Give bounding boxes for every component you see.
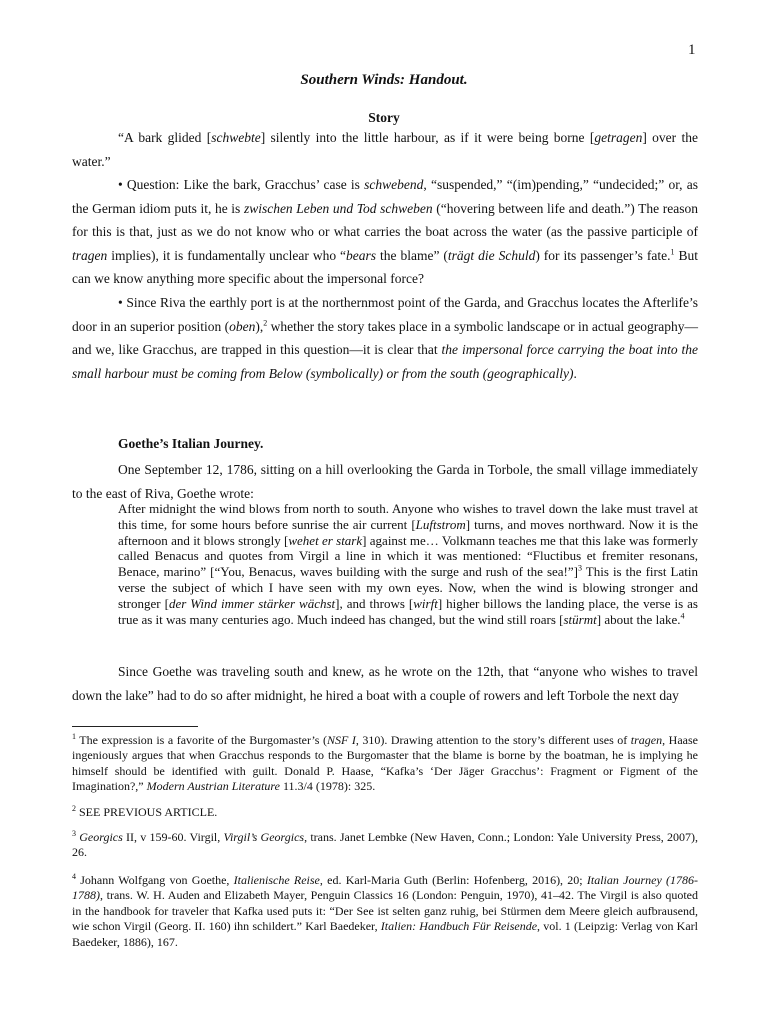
goethe-paragraph-2: Since Goethe was traveling south and knew, as he wrote on the 12th, that “anyone who wishes to travel down the lake” had to do so after midnight, he hired a boat with a couple of rowers and left Torbole the next day xyxy=(72,664,698,703)
block-quote: After midnight the wind blows from north to south. Anyone who wishes to travel down the lake must travel at this time, for some hours before sunrise the air current [Luftstrom] turns, and moves northward. Now it is the afternoon and it blows strongly [wehet er stark] against me… Volkmann teaches me that this lake was formerly called Benacus and quotes from Virgil a line in which it was mentioned: “Fluctibus et fremiter resonans, Benace, marino” [“You, Benacus, waves building with the surge and rush of the sea!”]$^3$ This is the first Latin verse the subject of which I have seen with my own eyes. Now, when the wind is blowing stronger and stronger [der Wind immer stärker wächst], and throws [wirft] higher billows the landing place, the verse is as true as it was many centuries ago. Much indeed has changed, but the wind still roars [stürmt] about the lake.$^4$ xyxy=(118,501,699,627)
story-paragraph: “A bark glided [schwebte] silently into the little harbour, as if it were being borne [getragen] over the water.” xyxy=(72,130,698,169)
footnote-ref[interactable]: 3 xyxy=(577,563,582,573)
goethe-paragraph: One September 12, 1786, sitting on a hill overlooking the Garda in Torbole, the small village immediately to the east of Riva, Goethe wrote: xyxy=(72,462,698,501)
section-heading-story: Story xyxy=(368,110,400,125)
section-heading-goethe: Goethe’s Italian Journey. xyxy=(118,436,264,451)
bullet-question: • Question: Like the bark, Gracchus’ case is schwebend, “suspended,” “(im)pending,” “undecided;” or, as the German idiom puts it, he is zwischen Leben und Tod schweben (“hovering between life and death.”) The reason for this is that, just as we do not know who or what carries the boat across the water (as the passive participle of tragen implies), it is fundamentally unclear who “bears the blame” (trägt die Schuld) for its passenger’s fate.$^1$ But can we know anything more specific about the impersonal force? xyxy=(72,177,698,286)
footnote-1: $^1$ The expression is a favorite of the Burgomaster’s (NSF I, 310). Drawing attention to the story’s different uses of tragen, Haase ingeniously argues that when Gracchus responds to the Burgomaster that the blame is borne by the boatman, he is implying he himself should be identified with guilt. Donald P. Haase, “Kafka’s ‘Der Jäger Gracchus’: Fragment or Figment of the Imagination?,” Modern Austrian Literature 11.3/4 (1978): 325. xyxy=(72,732,698,794)
footnote-ref[interactable]: 4 xyxy=(680,611,685,621)
page-number: 1 xyxy=(688,42,696,58)
footnote-divider xyxy=(72,726,198,727)
footnote-2: $^2$ SEE PREVIOUS ARTICLE. xyxy=(72,804,218,819)
footnote-3: $^3$ Georgics II, v 159-60. Virgil, Virgil’s Georgics, trans. Janet Lembke (New Haven, Conn.; London: Yale University Press, 2007), 26. xyxy=(72,829,698,860)
document-title: Southern Winds: Handout. xyxy=(300,72,468,88)
footnote-4: $^4$ Johann Wolfgang von Goethe, Italienische Reise, ed. Karl-Maria Guth (Berlin: Hofenberg, 2016), 20; Italian Journey (1786-1788), trans. W. H. Auden and Elizabeth Mayer, Penguin Classics 16 (London: Penguin, 1970), 41–42. The Virgil is also quoted in the handbook for traveler that Kafka used puts it: “Der See ist selten ganz ruhig, bei Stürmen dem Meere gleich aufbrausend, wie schon Virgil (Georg. II. 160) ihn schildert.” Karl Baedeker, Italien: Handbuch Für Reisende, vol. 1 (Leipzig: Verlag von Karl Baedeker, 1886), 167. xyxy=(72,872,699,949)
bullet-riva: • Since Riva the earthly port is at the northernmost point of the Garda, and Gracchus locates the Afterlife’s door in an superior position (oben),$^2$ whether the story takes place in a symbolic landscape or in actual geography—and we, like Gracchus, are trapped in this question—it is clear that the impersonal force carrying the boat into the small harbour must be coming from Below (symbolically) or from the south (geographically). xyxy=(72,295,699,381)
footnote-ref[interactable]: 2 xyxy=(263,318,268,327)
footnote-ref[interactable]: 1 xyxy=(670,247,675,256)
